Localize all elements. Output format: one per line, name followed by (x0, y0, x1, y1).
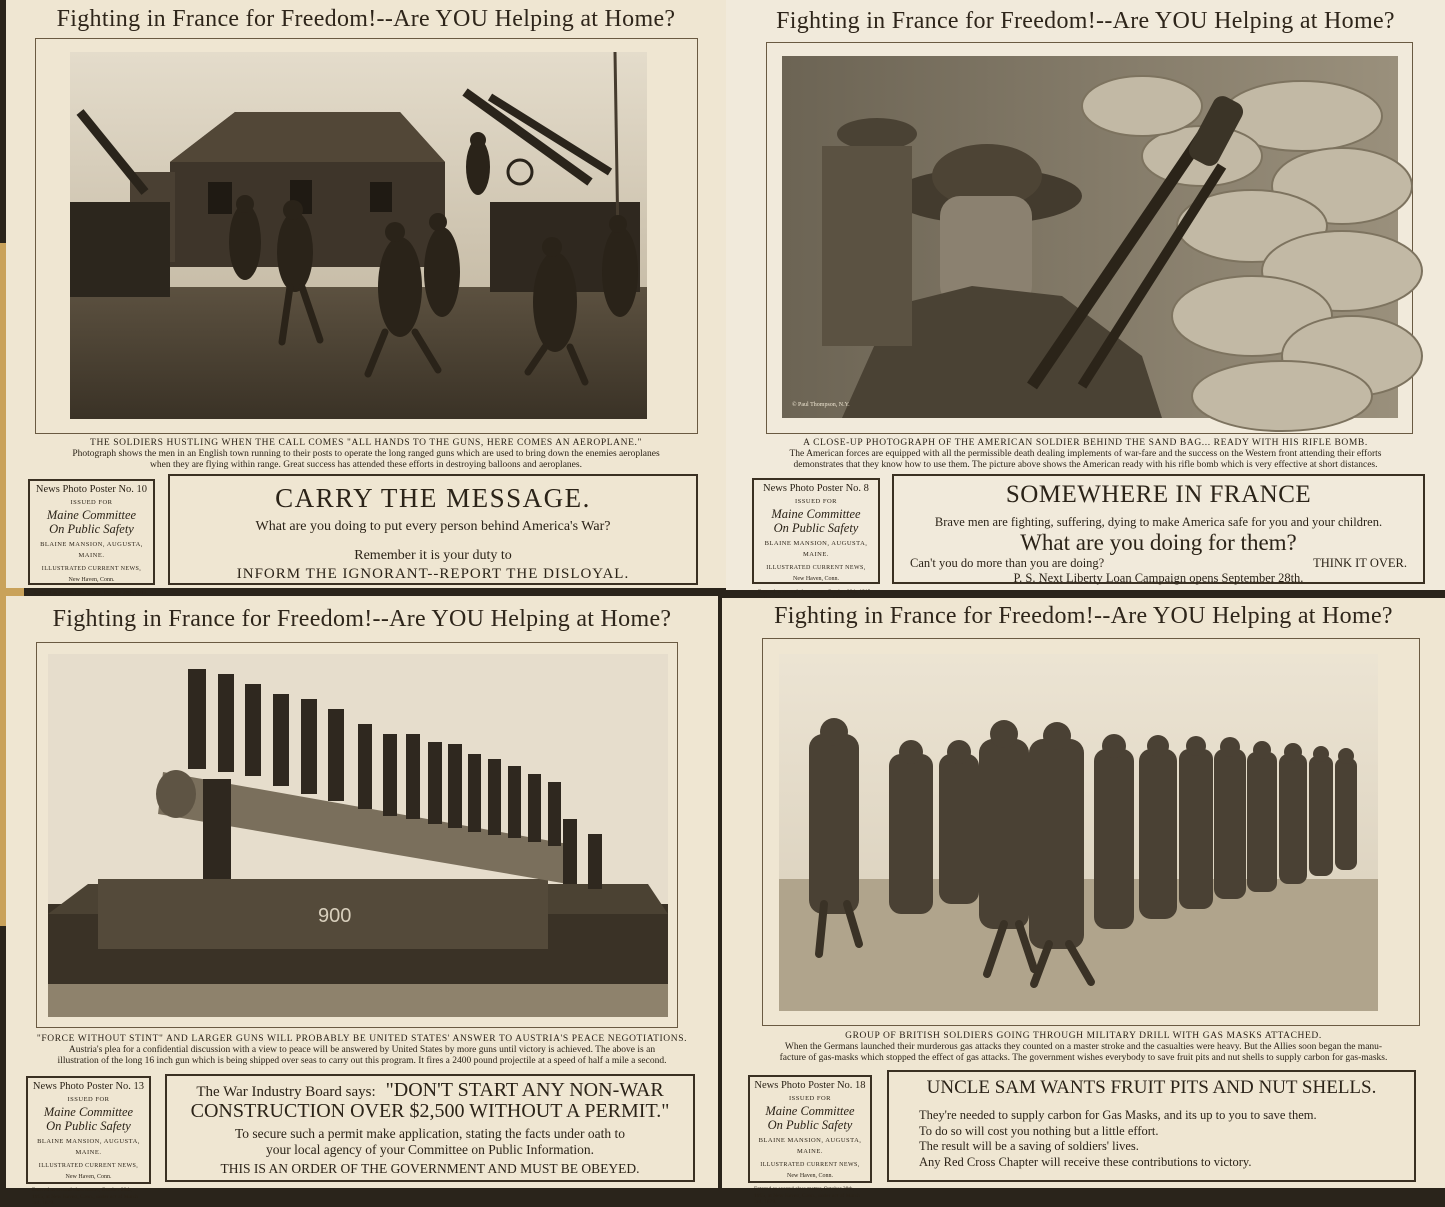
committee-address: BLAINE MANSION, AUGUSTA, MAINE. (758, 1137, 862, 1155)
photo-caption-title: GROUP OF BRITISH SOLDIERS GOING THROUGH MILITARY DRILL WITH GAS MASKS ATTACHED. (845, 1031, 1322, 1041)
committee-address: BLAINE MANSION, AUGUSTA, MAINE. (764, 540, 868, 558)
message-title: UNCLE SAM WANTS FRUIT PITS AND NUT SHELLS. (926, 1077, 1377, 1098)
message-title: CONSTRUCTION OVER $2,500 WITHOUT A PERMIT." (190, 1100, 670, 1122)
poster-number-stamp (26, 1076, 151, 1206)
message-title: CARRY THE MESSAGE. (275, 483, 591, 513)
mailing-notice: Entered as second class matter, October 28th, 1915, at New Haven, Conn., under act of March 3rd, 1879. (754, 1186, 860, 1205)
poster-headline: Fighting in France for Freedom!--Are YOU Helping at Home? (56, 6, 676, 32)
message-line: To do so will cost you nothing but a little effort. (919, 1123, 1159, 1138)
photo-caption-title: A CLOSE-UP PHOTOGRAPH OF THE AMERICAN SOLDIER BEHIND THE SAND BAG... READY WITH HIS RIFLE BOMB. (803, 438, 1368, 448)
publisher-city: New Haven, Conn. (787, 1173, 833, 1179)
message-line: THIS IS AN ORDER OF THE GOVERNMENT AND MUST BE OBEYED. (220, 1161, 640, 1176)
mailing-notice: Entered as second class matter, October 28th, 1915, (34, 590, 148, 596)
poster-headline: Fighting in France for Freedom!--Are YOU Helping at Home? (774, 603, 1393, 629)
poster-18 (722, 598, 1445, 1205)
poster-10 (6, 0, 726, 596)
poster-number-stamp (752, 478, 880, 595)
message-body (919, 1108, 1414, 1170)
publisher-name: ILLUSTRATED CURRENT NEWS, (760, 1162, 860, 1168)
caption-line: demonstrates that they know how to use them. The picture above shows the American ready with his rifle bomb which is very effective at short distances. (793, 460, 1378, 470)
publisher-name: ILLUSTRATED CURRENT NEWS, (41, 566, 142, 572)
caption-line: Photograph shows the men in an English town running to their posts to operate the long ranged guns which are used to bring down the enemies aeroplanes (72, 449, 660, 459)
poster-number: News Photo Poster No. 18 (754, 1080, 866, 1091)
message-title: SOMEWHERE IN FRANCE (1005, 481, 1312, 508)
committee-name-line2: On Public Safety (767, 1118, 853, 1132)
committee-name-line2: On Public Safety (49, 522, 134, 536)
poster-number: News Photo Poster No. 13 (32, 1081, 145, 1092)
committee-name-line1: Maine Committee (771, 507, 861, 521)
committee-name-line1: Maine Committee (46, 508, 137, 522)
issued-for-label: ISSUED FOR (788, 1095, 832, 1102)
photo-caption-body (738, 1042, 1429, 1064)
publisher-city: New Haven, Conn. (68, 577, 115, 583)
photo-caption-body (22, 449, 710, 471)
message-line: They're needed to supply carbon for Gas Masks, and its up to you to save them. (919, 1108, 1317, 1122)
message-prefix: The War Industry Board says: (196, 1084, 376, 1100)
photo-railway-gun (48, 654, 668, 1017)
photo-anti-aircraft-gun-crew (70, 52, 647, 419)
message-box (168, 474, 698, 585)
publisher-city: New Haven, Conn. (793, 576, 839, 582)
message-line: Any Red Cross Chapter will receive these contributions to victory. (919, 1154, 1252, 1169)
poster-8 (726, 0, 1445, 595)
committee-address: BLAINE MANSION, AUGUSTA, MAINE. (40, 541, 143, 559)
poster-number: News Photo Poster No. 10 (35, 484, 148, 495)
message-box (165, 1074, 695, 1182)
publisher-name: ILLUSTRATED CURRENT NEWS, (38, 1163, 139, 1169)
committee-name-line1: Maine Committee (765, 1104, 855, 1118)
message-think-it-over: THINK IT OVER. (1313, 556, 1407, 570)
poster-number-stamp (748, 1075, 872, 1205)
committee-name-line2: On Public Safety (46, 1119, 131, 1133)
poster-number-stamp (28, 479, 155, 596)
photo-credit: © Paul Thompson, N.Y. (792, 402, 850, 408)
message-title-row (167, 1079, 693, 1102)
message-line: To secure such a permit make application, stating the facts under oath to (234, 1126, 626, 1141)
committee-name-line2: On Public Safety (773, 521, 859, 535)
gun-number-marking: 900 (318, 905, 352, 927)
message-box (892, 474, 1425, 584)
message-question: Can't you do more than you are doing? (910, 556, 1105, 570)
caption-line: Austria's plea for a confidential discussion with a view to peace will be answered by United States by more guns until victory is achieved. The above is an (68, 1045, 656, 1055)
committee-address: BLAINE MANSION, AUGUSTA, MAINE. (37, 1138, 140, 1156)
message-line: Brave men are fighting, suffering, dying to make America safe for you and your children. (934, 515, 1383, 529)
issued-for-label: ISSUED FOR (70, 499, 113, 506)
caption-line: illustration of the long 16 inch gun which is being shipped over seas to carry out this program. It fires a 2400 pound projectile at a speed of half a mile a second. (57, 1056, 667, 1066)
caption-line: when they are flying within range. Great success has attended these efforts in destroying balloons and aeroplanes. (150, 460, 582, 470)
issued-for-label: ISSUED FOR (67, 1096, 110, 1103)
photo-caption-title: "FORCE WITHOUT STINT" AND LARGER GUNS WILL PROBABLY BE UNITED STATES' ANSWER TO AUSTRIA'S PEACE NEGOTIATIONS. (36, 1034, 688, 1044)
poster-13 (6, 596, 718, 1206)
photo-soldiers-gas-mask-drill (779, 654, 1378, 1011)
poster-headline: Fighting in France for Freedom!--Are YOU Helping at Home? (52, 606, 672, 632)
message-line: P. S. Next Liberty Loan Campaign opens September 28th. (1013, 571, 1304, 585)
message-line (894, 556, 1423, 571)
publisher-name: ILLUSTRATED CURRENT NEWS, (766, 565, 866, 571)
message-line: What are you doing to put every person behind America's War? (255, 519, 611, 534)
publisher-city: New Haven, Conn. (65, 1174, 112, 1180)
poster-headline: Fighting in France for Freedom!--Are YOU Helping at Home? (776, 8, 1395, 34)
photo-caption-body (22, 1045, 702, 1067)
caption-line: When the Germans launched their murderous gas attacks they counted on a master stroke and the casualties were heavy. But the Allies soon began the manu- (784, 1042, 1383, 1052)
message-line: What are you doing for them? (1020, 530, 1297, 555)
issued-for-label: ISSUED FOR (794, 498, 838, 505)
mailing-notice: Entered as second class matter, October 28th, 1915, at New Haven, Conn., under act of March 3rd, 1879. (32, 1187, 138, 1206)
message-line: Remember it is your duty to (354, 548, 512, 563)
photo-soldier-with-rifle-bomb (782, 56, 1398, 418)
message-title: "DON'T START ANY NON-WAR (385, 1079, 664, 1101)
photo-caption-title: THE SOLDIERS HUSTLING WHEN THE CALL COMES "ALL HANDS TO THE GUNS, HERE COMES AN AEROPLANE." (90, 438, 642, 448)
caption-line: facture of gas-masks which stopped the effect of gas attacks. The government wishes everybody to save fruit pits and nut shells to supply carbon for gas-masks. (779, 1053, 1388, 1063)
photo-caption-body (742, 449, 1429, 471)
caption-line: The American forces are equipped with all the permissible death dealing implements of war-fare and the success on the Western front attending their efforts (789, 449, 1382, 459)
message-line: your local agency of your Committee on Public Information. (265, 1142, 595, 1157)
committee-name-line1: Maine Committee (43, 1105, 134, 1119)
message-box (887, 1070, 1416, 1182)
message-line: INFORM THE IGNORANT--REPORT THE DISLOYAL. (236, 566, 630, 582)
mailing-notice: Entered as second class matter, October 28th, 1915, (758, 589, 872, 595)
message-line: The result will be a saving of soldiers' lives. (919, 1139, 1139, 1153)
poster-number: News Photo Poster No. 8 (763, 483, 869, 494)
